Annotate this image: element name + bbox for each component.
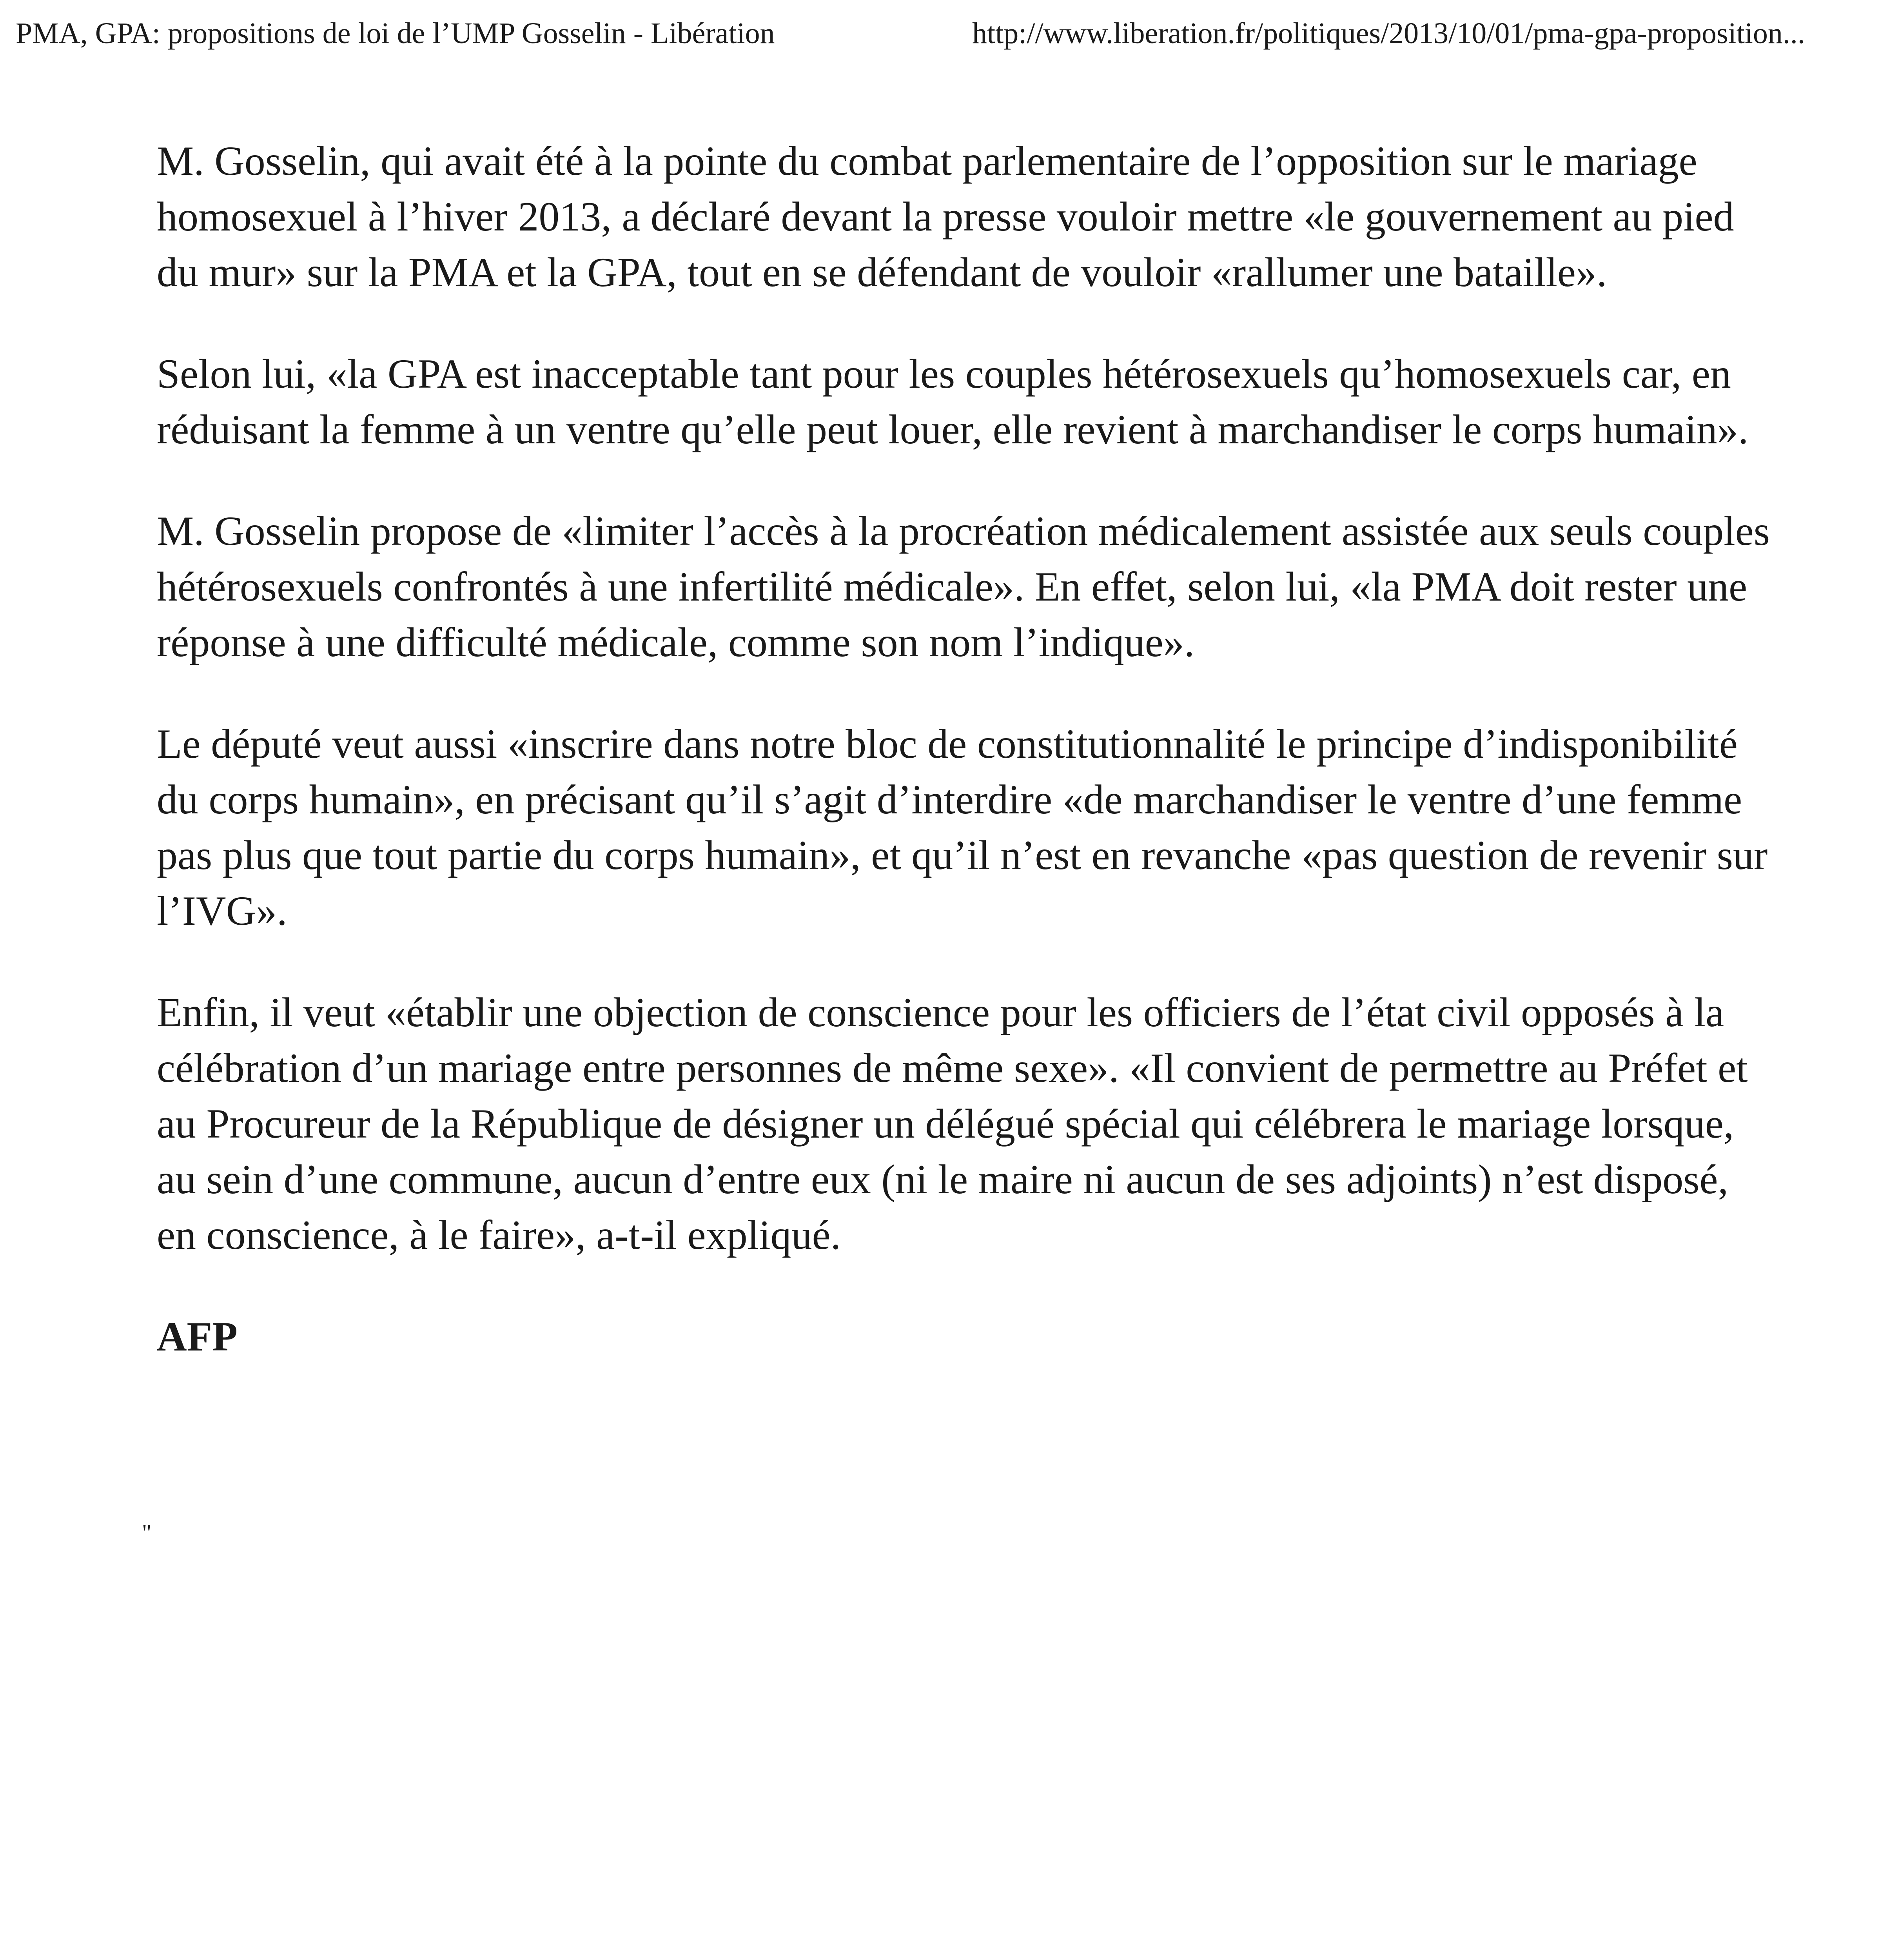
article-paragraph: Enfin, il veut «établir une objection de conscience pour les officiers de l’état civil opposés à la célébration d’un mariage entre personnes de même sexe». «Il convient de permettre au Préfet et au Procureur de la République de désigner un délégué spécial qui célébrera le mariage lorsque, au sein d’une commune, aucun d’entre eux (ni le maire ni aucun de ses adjoints) n’est disposé, en conscience, à le faire», a-t-il expliqué. (157, 989, 1748, 1258)
page-url: http://www.liberation.fr/politiques/2013/10/01/pma-gpa-proposition... (972, 17, 1805, 50)
article-paragraph: Selon lui, «la GPA est inacceptable tant pour les couples hétérosexuels qu’homosexuels car, en réduisant la femme à un ventre qu’elle peut louer, elle revient à marchandiser le corps humain». (157, 351, 1749, 452)
stray-quote-mark: " (142, 1520, 152, 1546)
article-paragraph: M. Gosselin, qui avait été à la pointe du combat parlementaire de l’opposition sur le mariage homosexuel à l’hiver 2013, a déclaré devant la presse vouloir mettre «le gouvernement au pied du mur» sur la PMA et la GPA, tout en se défendant de vouloir «rallumer une bataille». (157, 138, 1734, 295)
article-body (157, 133, 1772, 1410)
article-paragraph: Le député veut aussi «inscrire dans notre bloc de constitutionnalité le principe d’indisponibilité du corps humain», en précisant qu’il s’agit d’interdire «de marchandiser le ventre d’une femme pas plus que tout partie du corps humain», et qu’il n’est en revanche «pas question de revenir sur l’IVG». (157, 721, 1768, 934)
article-paragraph: M. Gosselin propose de «limiter l’accès à la procréation médicalement assistée aux seuls couples hétérosexuels confrontés à une infertilité médicale». En effet, selon lui, «la PMA doit rester une réponse à une difficulté médicale, comme son nom l’indique». (157, 508, 1770, 665)
article-credit: AFP (157, 1314, 238, 1359)
print-header (16, 12, 1889, 55)
page-title: PMA, GPA: propositions de loi de l’UMP Gosselin - Libération (16, 17, 775, 50)
